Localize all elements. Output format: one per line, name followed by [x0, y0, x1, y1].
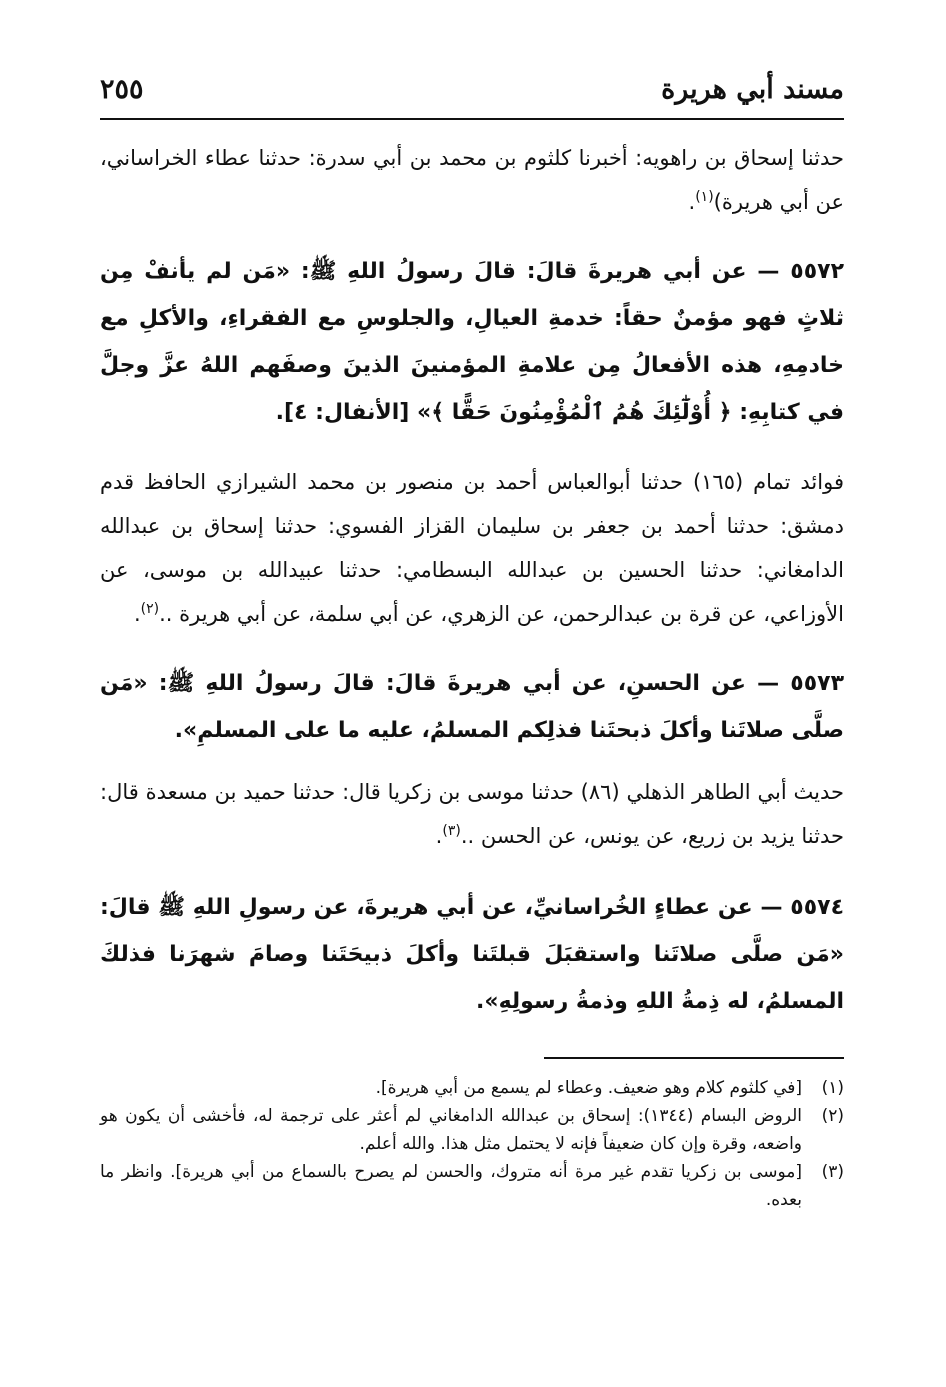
- footnote-text: [موسى بن زكريا تقدم غير مرة أنه متروك، والحسن لم يصرح بالسماع من أبي هريرة]. وانظر ما بعده.: [100, 1162, 802, 1210]
- page-header: [100, 74, 844, 114]
- hadith-paragraph: [100, 884, 844, 1025]
- source-text: فوائد تمام (١٦٥) حدثنا أبوالعباس أحمد بن منصور بن محمد الشيرازي الحافظ قدم دمشق: حدثنا أحمد بن جعفر بن سليمان القزاز الفسوي: حدثنا إسحاق بن عبدالله الدامغاني: حدثنا الحسين بن عبدالله البسطامي: حدثنا عبيدالله بن موسى، عن الأوزاعي، عن قرة بن عبدالرحمن، عن الزهري، عن أبي سلمة، عن أبي هريرة ..: [100, 470, 844, 626]
- source-paragraph: [100, 770, 844, 858]
- running-title: مسند أبي هريرة: [661, 74, 844, 105]
- hadith-number: ٥٥٧٤: [790, 895, 844, 920]
- footnote-text: الروض البسام (١٣٤٤): إسحاق بن عبدالله الدامغاني لم أعثر على ترجمة له، فأخشى أن يكون هو واضعه، وقرة وإن كان ضعيفاً فإنه لا يحتمل مثل هذا. والله أعلم.: [100, 1106, 802, 1154]
- footnote-text: [في كلثوم كلام وهو ضعيف. وعطاء لم يسمع من أبي هريرة].: [375, 1078, 802, 1098]
- footnote-ref: (٢): [140, 601, 160, 617]
- source-text: حديث أبي الطاهر الذهلي (٨٦) حدثنا موسى بن زكريا قال: حدثنا حميد بن مسعدة قال: حدثنا يزيد بن زريع، عن يونس، عن الحسن ..: [100, 780, 844, 848]
- hadith-paragraph: [100, 248, 844, 436]
- hadith-text: — عن عطاءٍ الخُراسانيِّ، عن أبي هريرةَ، عن رسولِ اللهِ ﷺ قالَ: «مَن صلَّى صلاتَنا واستقبَلَ قبلتَنا وأكلَ ذبيحَتَنا وصامَ شهرَنا فذلكَ المسلمُ، له ذِمةُ اللهِ وذمةُ رسولِهِ».: [100, 895, 844, 1014]
- source-paragraph: [100, 136, 844, 224]
- source-paragraph: [100, 460, 844, 636]
- footnote-number: (٣): [821, 1162, 844, 1182]
- hadith-number: ٥٥٧٣: [790, 671, 844, 696]
- footnote-ref: (٣): [442, 823, 461, 839]
- footnote-number: (٢): [821, 1106, 844, 1126]
- hadith-number: ٥٥٧٢: [790, 259, 845, 284]
- hadith-text: — عن أبي هريرةَ قالَ: قالَ رسولُ اللهِ ﷺ: «مَن لم يأنفْ مِن ثلاثٍ فهو مؤمنٌ حقاً: خدمةِ العيالِ، والجلوسِ مع الفقراءِ، والأكلِ مع خادمِهِ، هذه الأفعالُ مِن علامةِ المؤمنينَ الذينَ وصفَهم اللهُ عزَّ وجلَّ في كتابِهِ: ﴿ أُوْلَٰٓئِكَ هُمُ ٱلْمُؤْمِنُونَ حَقًّا ﴾» [الأنفال: ٤].: [100, 259, 844, 425]
- hadith-text: — عن الحسنِ، عن أبي هريرةَ قالَ: قالَ رسولُ اللهِ ﷺ: «مَن صلَّى صلاتَنا وأكلَ ذبحتَنا فذلِكم المسلمُ، عليه ما على المسلمِ».: [100, 671, 844, 743]
- sentence-end: .: [435, 824, 443, 848]
- footnotes: [100, 1074, 844, 1214]
- footnote-number: (١): [821, 1078, 844, 1098]
- source-text: حدثنا إسحاق بن راهويه: أخبرنا كلثوم بن محمد بن أبي سدرة: حدثنا عطاء الخراساني، عن أبي هريرة): [100, 146, 844, 214]
- footnote-separator: [544, 1057, 844, 1059]
- page-number: ٢٥٥: [100, 74, 144, 105]
- footnote: [100, 1102, 844, 1158]
- sentence-end: .: [133, 602, 141, 626]
- hadith-paragraph: [100, 660, 844, 754]
- footnote-ref: (١): [695, 189, 714, 205]
- footnote: [100, 1074, 844, 1102]
- header-rule: [100, 118, 844, 120]
- footnote: [100, 1158, 844, 1214]
- sentence-end: .: [688, 190, 696, 214]
